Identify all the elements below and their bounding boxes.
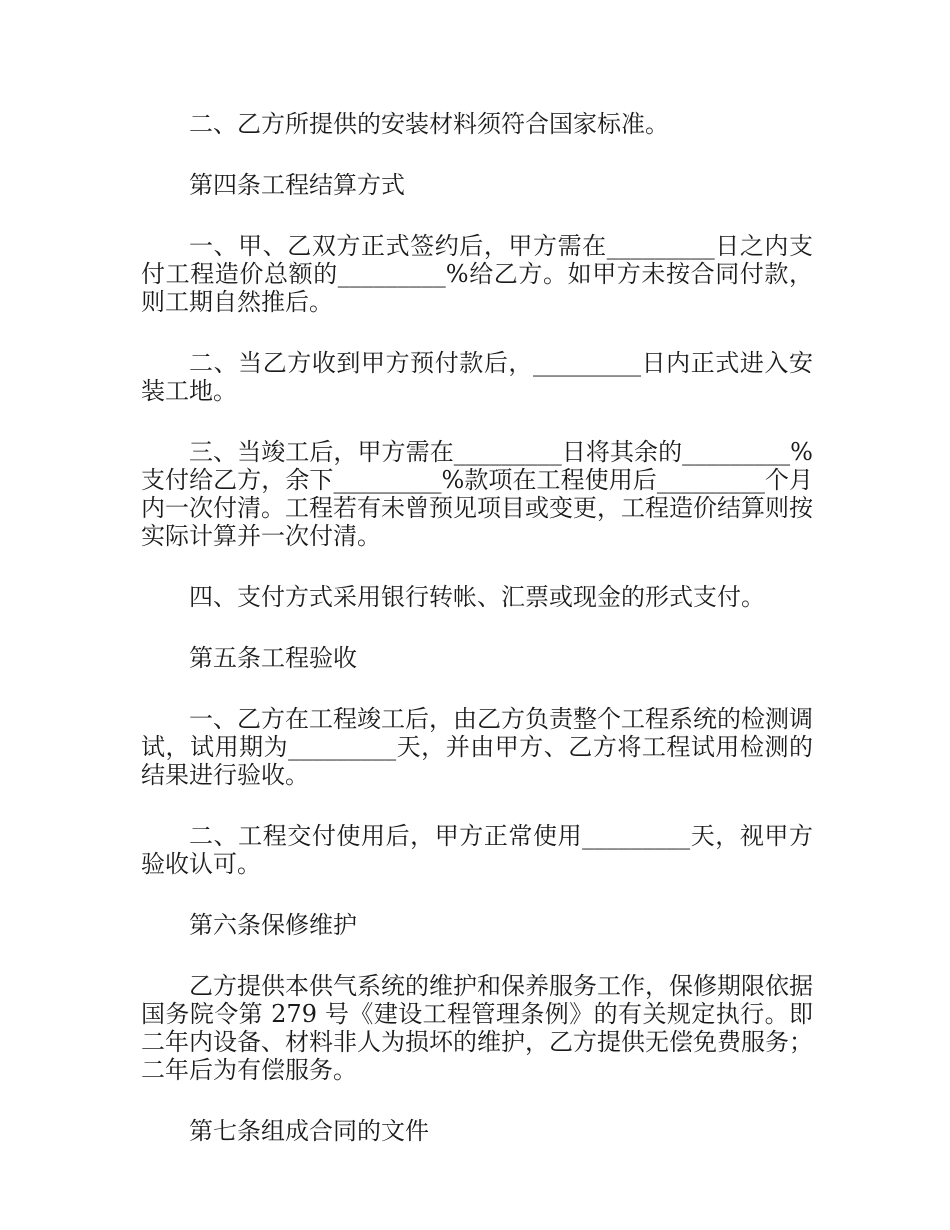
clause-materials-standard: 二、乙方所提供的安装材料须符合国家标准。 (189, 110, 669, 138)
article-4-heading: 第四条工程结算方式 (189, 171, 405, 199)
clause-6-warranty: 乙方提供本供气系统的维护和保养服务工作，保修期限依据国务院令第 279 号《建设工程管理条例》的有关规定执行。即二年内设备、材料非人为损坏的维护，乙方提供无偿免费服务；二年后为有偿服务。 (141, 972, 813, 1084)
clause-5-2-acceptance: 二、工程交付使用后，甲方正常使用_________天，视甲方验收认可。 (141, 822, 813, 878)
clause-4-4-payment-method: 四、支付方式采用银行转帐、汇票或现金的形式支付。 (189, 583, 765, 611)
clause-4-3-final-payment: 三、当竣工后，甲方需在_________日将其余的_________%支付给乙方，余下_________%款项在工程使用后_________个月内一次付清。工程若有未曾预见项目或变更，工程造价结算则按实际计算并一次付清。 (141, 438, 813, 550)
article-7-heading: 第七条组成合同的文件 (189, 1117, 429, 1145)
article-6-heading: 第六条保修维护 (189, 911, 357, 939)
clause-4-2-site-entry: 二、当乙方收到甲方预付款后，_________日内正式进入安装工地。 (141, 349, 813, 405)
document-body (141, 110, 813, 1178)
article-5-heading: 第五条工程验收 (189, 644, 357, 672)
clause-4-1-prepayment: 一、甲、乙双方正式签约后，甲方需在_________日之内支付工程造价总额的_________%给乙方。如甲方未按合同付款，则工期自然推后。 (141, 232, 813, 316)
clause-5-1-testing: 一、乙方在工程竣工后，由乙方负责整个工程系统的检测调试，试用期为_________天，并由甲方、乙方将工程试用检测的结果进行验收。 (141, 705, 813, 789)
